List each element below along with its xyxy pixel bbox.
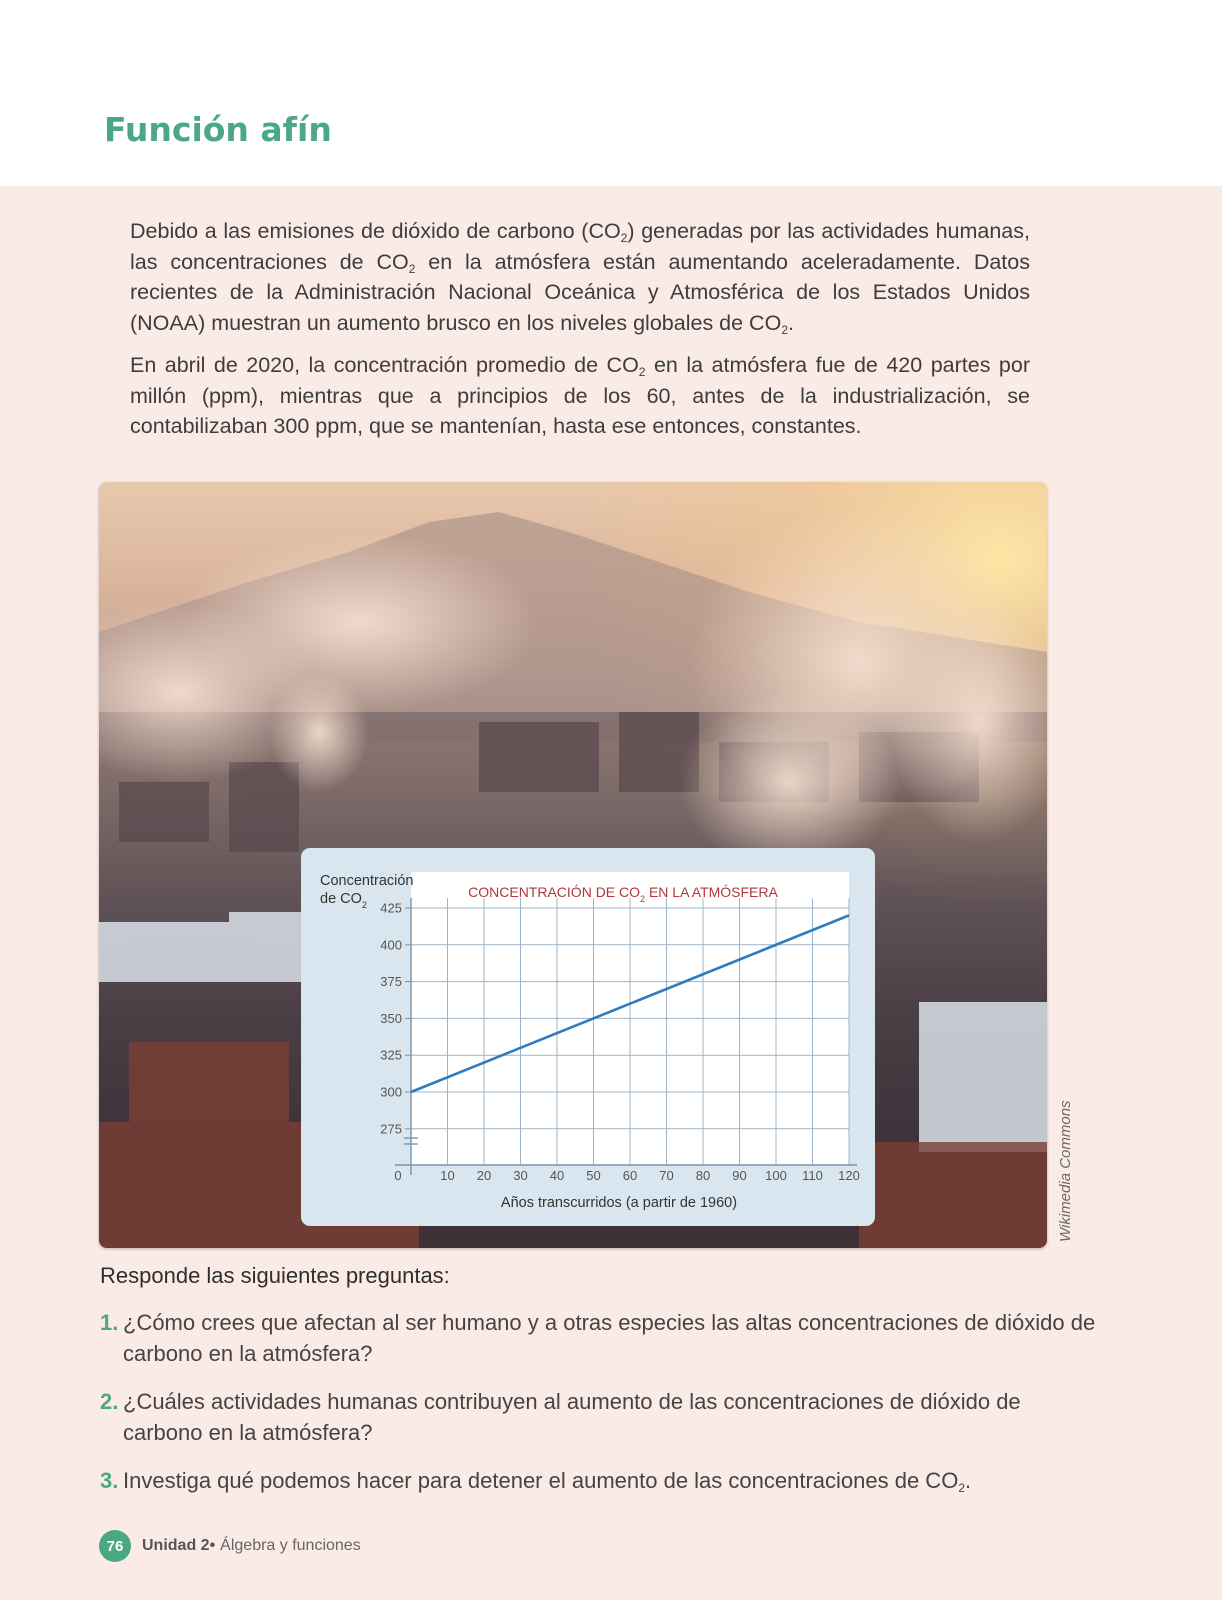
co2-chart <box>301 848 875 1226</box>
x-axis-label: Años transcurridos (a partir de 1960) <box>500 1195 738 1211</box>
question-number: 1. <box>100 1310 119 1335</box>
y-tick-label: 300 <box>380 1084 402 1100</box>
x-tick-label: 30 <box>513 1168 528 1183</box>
intro-paragraph-1: Debido a las emisiones de dióxido de carbono $(CO_2)$ generadas por las actividades humanas, las concentraciones de $CO_2$ en la atmósfera están aumentando aceleradamente. Datos recientes de la Administración Nacional Oceánica y Atmosférica de los Estados Unidos (NOAA) muestran un aumento brusco en los niveles globales de $CO_2$. <box>130 219 1030 337</box>
intro-paragraph-2: En abril de 2020, la concentración promedio de $CO_2$ en la atmósfera fue de 420 partes por millón (ppm), mientras que a principios de los 60, antes de la industrialización, se contabilizaban 300 ppm, que se mantenían, hasta ese entonces, constantes. <box>130 353 1030 438</box>
y-axis-label: Concentración de $CO_2$ <box>320 873 414 910</box>
origin-label: 0 <box>394 1168 402 1183</box>
question-text: Investiga qué podemos hacer para detener el aumento de las concentraciones de CO <box>123 1468 959 1493</box>
x-tick-label: 60 <box>622 1168 638 1183</box>
x-tick-label: 50 <box>586 1168 601 1183</box>
chart-title: CONCENTRACIÓN DE $CO_2$ EN LA ATMÓSFERA <box>468 884 778 904</box>
x-tick-labels <box>440 1168 860 1183</box>
intro-text <box>130 216 1030 454</box>
question-number: 3. <box>100 1468 119 1493</box>
x-tick-label: 120 <box>838 1168 860 1183</box>
question-item <box>100 1386 1100 1448</box>
page-footer <box>99 1530 361 1562</box>
y-tick-label: 400 <box>380 937 402 953</box>
y-tick-label: 375 <box>380 974 402 990</box>
x-tick-label: 70 <box>659 1168 674 1183</box>
footer-topic: Álgebra y funciones <box>220 1537 361 1554</box>
question-text: ¿Cómo crees que afectan al ser humano y a otras especies las altas concentraciones de dióxido de carbono en la atmósfera? <box>123 1310 1096 1366</box>
x-tick-label: 90 <box>732 1168 747 1183</box>
y-tick-label: 350 <box>380 1010 402 1026</box>
page-header <box>0 0 1222 186</box>
y-tick-label: 325 <box>380 1047 402 1063</box>
question-item: 3. Investiga qué podemos hacer para detener el aumento de las concentraciones de $CO_2$. <box>100 1465 1100 1496</box>
page-title: Función afín <box>104 110 332 149</box>
x-tick-label: 80 <box>695 1168 711 1183</box>
page-number: 76 <box>99 1530 131 1562</box>
question-text: ¿Cuáles actividades humanas contribuyen al aumento de las concentraciones de dióxido de carbono en la atmósfera? <box>123 1389 1021 1445</box>
x-tick-label: 10 <box>440 1168 455 1183</box>
photo-credit: Wikimedia Commons <box>1057 1100 1074 1242</box>
question-number: 2. <box>100 1389 119 1414</box>
x-tick-label: 100 <box>765 1168 787 1183</box>
y-tick-label: 275 <box>380 1121 402 1137</box>
x-tick-label: 20 <box>476 1168 492 1183</box>
y-tick-labels <box>380 901 402 1137</box>
questions-prompt: Responde las siguientes preguntas: <box>100 1263 450 1288</box>
x-tick-label: 110 <box>802 1168 823 1183</box>
questions-list <box>100 1307 1100 1513</box>
question-item <box>100 1307 1100 1369</box>
footer-unit: Unidad 2• <box>142 1537 216 1554</box>
x-tick-label: 40 <box>549 1168 565 1183</box>
y-tick-label: 425 <box>380 900 402 916</box>
